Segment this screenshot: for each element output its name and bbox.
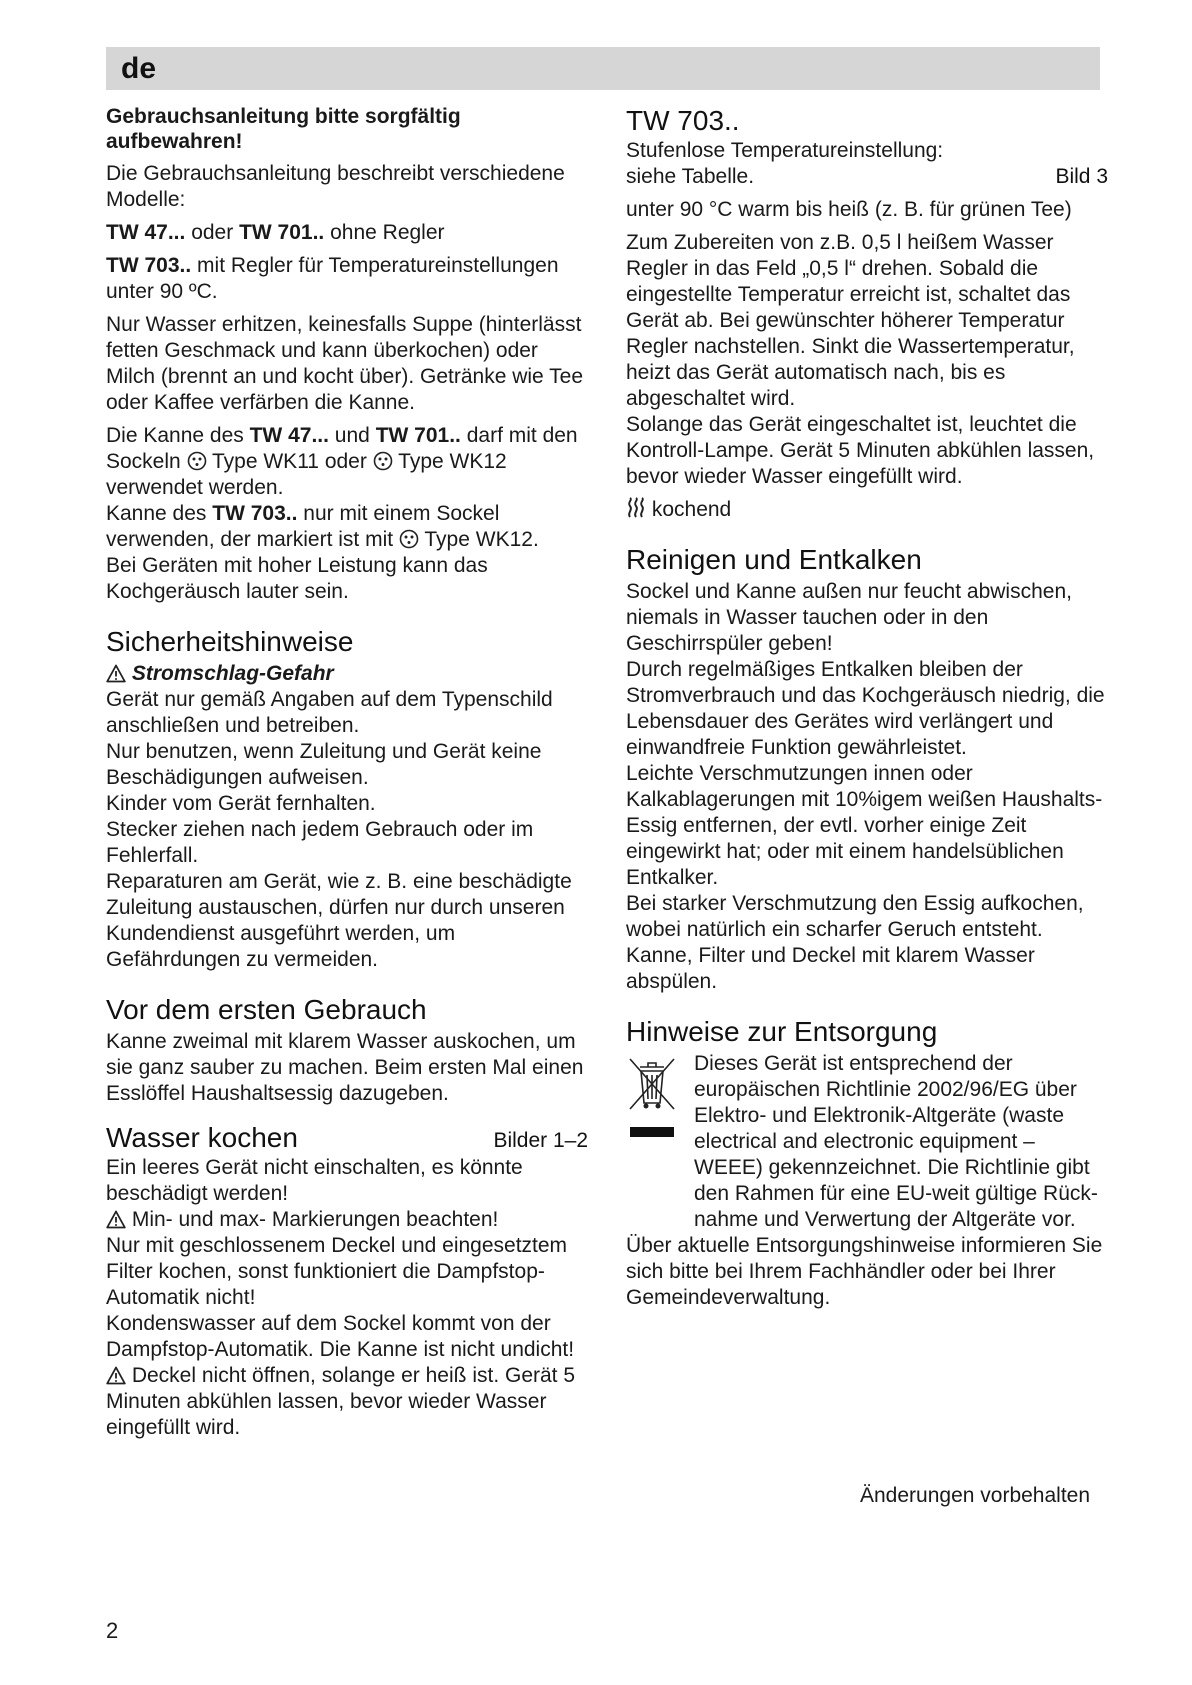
shock-title: Stromschlag-Gefahr bbox=[131, 662, 334, 685]
kanne2-mid: nur mit einem Sockel verwenden, der markiert ist mit bbox=[106, 502, 500, 551]
noise-note: Bei Geräten mit hoher Leistung kann das Kochgeräusch lauter sein. bbox=[106, 554, 488, 603]
tw703-heading: TW 703.. bbox=[626, 105, 740, 136]
tw703-lamp: Solange das Gerät eingeschaltet ist, leuchtet die Kontroll-Lampe. Gerät 5 Minuten abkühlen lassen, bevor wieder Wasser eingefüllt wird. bbox=[626, 413, 1095, 488]
kanne2-type: Type WK12. bbox=[418, 528, 539, 551]
weee-text: Dieses Gerät ist entsprechend der europäischen Richtlinie 2002/96/EG über Elektro- und Elektronik-Altgeräte (waste electrical and electronic equipment – WEEE) gekennzeichnet. Die Richtlinie gibt den Rahmen für eine EU-weit gültige Rück- nahme und Verwertung der Altgeräte vor. bbox=[694, 1052, 1098, 1231]
boiling-label: kochend bbox=[651, 498, 732, 521]
kanne1-model1: TW 47... bbox=[249, 424, 329, 447]
model-tw701: TW 701.. bbox=[239, 221, 325, 244]
boil-minmax bbox=[106, 1207, 588, 1233]
kanne2-pre: Kanne des bbox=[106, 502, 213, 525]
warning-icon bbox=[106, 1366, 126, 1385]
disposal-heading: Hinweise zur Entsorgung bbox=[626, 1016, 938, 1047]
boil-line: Ein leeres Gerät nicht einschalten, es könnte beschädigt werden! bbox=[106, 1156, 523, 1205]
tw703-figure-ref: Bild 3 bbox=[1055, 165, 1108, 188]
intro-description: Die Gebrauchsanleitung beschreibt verschiedene Modelle: bbox=[106, 162, 565, 211]
boil-line: Nur mit geschlossenem Deckel und eingesetztem Filter kochen, sonst funktioniert die Dampfstop-Automatik nicht! bbox=[106, 1234, 568, 1309]
shock-warning bbox=[106, 661, 588, 687]
clean-line: Sockel und Kanne außen nur feucht abwischen, niemals in Wasser tauchen oder in den Geschirrspüler geben! bbox=[626, 580, 1072, 655]
model-line-2-rest: mit Regler für Temperatureinstellungen unter 90 ºC. bbox=[106, 254, 559, 303]
safety-line: Reparaturen am Gerät, wie z. B. eine beschädigte Zuleitung austauschen, dürfen nur durch unseren Kundendienst ausgeführt werden, um Gefährdungen zu vermeiden. bbox=[106, 870, 572, 971]
right-column bbox=[626, 104, 1108, 1311]
kanne1-type2: Type WK12 verwendet werden. bbox=[106, 450, 507, 499]
model-line-1-rest: ohne Regler bbox=[324, 221, 445, 244]
page-number: 2 bbox=[106, 1618, 119, 1643]
left-column bbox=[106, 104, 588, 1441]
kanne1-pre: Die Kanne des bbox=[106, 424, 250, 447]
kanne-compat-1 bbox=[106, 423, 588, 501]
warning-icon bbox=[106, 664, 126, 683]
tw703-table-ref: siehe Tabelle. bbox=[626, 165, 755, 188]
clean-line: Kanne, Filter und Deckel mit klarem Wasser abspülen. bbox=[626, 944, 1035, 993]
tw703-table-ref-row bbox=[626, 164, 1108, 190]
weee-block bbox=[626, 1051, 1108, 1233]
changes-reserved-note: Änderungen vorbehalten bbox=[860, 1484, 1091, 1507]
model-or: oder bbox=[185, 221, 240, 244]
kanne2-model: TW 703.. bbox=[212, 502, 298, 525]
kanne1-and: und bbox=[328, 424, 376, 447]
tw703-under90: unter 90 °C warm bis heiß (z. B. für grünen Tee) bbox=[626, 198, 1072, 221]
clean-heading: Reinigen und Entkalken bbox=[626, 544, 922, 575]
intro-warning: Gebrauchsanleitung bitte sorgfältig aufbewahren! bbox=[106, 105, 461, 153]
clean-line: Leichte Verschmutzungen innen oder Kalkablagerungen mit 10%igem weißen Haushalts-Essig entfernen, der evtl. vorher einige Zeit eingewirkt hat; oder mit einem handelsüblichen Entkalker. bbox=[626, 762, 1103, 889]
safety-heading: Sicherheitshinweise bbox=[106, 626, 354, 657]
safety-line: Gerät nur gemäß Angaben auf dem Typenschild anschließen und betreiben. bbox=[106, 688, 553, 737]
model-line-1 bbox=[106, 220, 588, 246]
warning-icon bbox=[106, 1210, 126, 1229]
boil-heading: Wasser kochen bbox=[106, 1122, 298, 1153]
safety-line: Kinder vom Gerät fernhalten. bbox=[106, 792, 376, 815]
model-line-2 bbox=[106, 253, 588, 305]
safety-line: Stecker ziehen nach jedem Gebrauch oder im Fehlerfall. bbox=[106, 818, 534, 867]
clean-line: Durch regelmäßiges Entkalken bleiben der Stromverbrauch und das Kochgeräusch niedrig, die Lebensdauer des Gerätes wird verlängert und einwandfreie Funktion gewährleistet. bbox=[626, 658, 1105, 759]
tw703-prep: Zum Zubereiten von z.B. 0,5 l heißem Wasser Regler in das Feld „0,5 l“ drehen. Sobald die eingestellte Temperatur erreicht ist, schaltet das Gerät ab. Bei gewünschter höherer Temperatur Regler nachstellen. Sinkt die Wassertemperatur, heizt das Gerät automatisch nach, bis es abgeschaltet wird. bbox=[626, 231, 1075, 410]
kanne1-type1: Type WK11 oder bbox=[206, 450, 373, 473]
boil-lid-text: Deckel nicht öffnen, solange er heiß ist. Gerät 5 Minuten abkühlen lassen, bevor wieder Wasser eingefüllt wird. bbox=[106, 1364, 576, 1439]
boil-lid bbox=[106, 1363, 588, 1441]
first-use-text: Kanne zweimal mit klarem Wasser auskochen, um sie ganz sauber zu machen. Beim ersten Mal einen Esslöffel Haushaltsessig dazugeben. bbox=[106, 1030, 584, 1105]
safety-line: Nur benutzen, wenn Zuleitung und Gerät keine Beschädigungen aufweisen. bbox=[106, 740, 542, 789]
steam-icon bbox=[626, 497, 646, 519]
water-only-note: Nur Wasser erhitzen, keinesfalls Suppe (hinterlässt fetten Geschmack und kann überkochen) oder Milch (brennt an und kocht über). Getränke wie Tee oder Kaffee verfärben die Kanne. bbox=[106, 313, 584, 414]
boil-minmax-text: Min- und max- Markierungen beachten! bbox=[126, 1208, 499, 1231]
boil-line: Kondenswasser auf dem Sockel kommt von der Dampfstop-Automatik. Die Kanne ist nicht undicht! bbox=[106, 1312, 575, 1361]
socket-icon bbox=[399, 529, 419, 549]
boil-figure-ref: Bilder 1–2 bbox=[493, 1129, 588, 1152]
boiling-row bbox=[626, 497, 1108, 523]
socket-icon bbox=[373, 451, 393, 471]
disposal-info: Über aktuelle Entsorgungshinweise informieren Sie sich bitte bei Ihrem Fachhändler oder bei Ihrer Gemeindeverwaltung. bbox=[626, 1234, 1103, 1309]
model-tw47: TW 47... bbox=[106, 221, 186, 244]
boil-heading-row bbox=[106, 1121, 588, 1155]
tw703-line: Stufenlose Temperatureinstellung: bbox=[626, 139, 944, 162]
first-use-heading: Vor dem ersten Gebrauch bbox=[106, 994, 427, 1025]
socket-icon bbox=[187, 451, 207, 471]
kanne1-model2: TW 701.. bbox=[375, 424, 461, 447]
language-code: de bbox=[121, 52, 157, 85]
model-tw703: TW 703.. bbox=[106, 254, 192, 277]
clean-line: Bei starker Verschmutzung den Essig aufkochen, wobei natürlich ein scharfer Geruch entsteht. bbox=[626, 892, 1084, 941]
safety-list bbox=[106, 687, 588, 973]
kanne-compat-2 bbox=[106, 501, 588, 553]
weee-symbol bbox=[626, 1051, 694, 1233]
language-bar bbox=[106, 47, 1100, 90]
kanne1-mid: darf mit den Sockeln bbox=[106, 424, 578, 473]
crossed-bin-icon bbox=[626, 1053, 678, 1145]
